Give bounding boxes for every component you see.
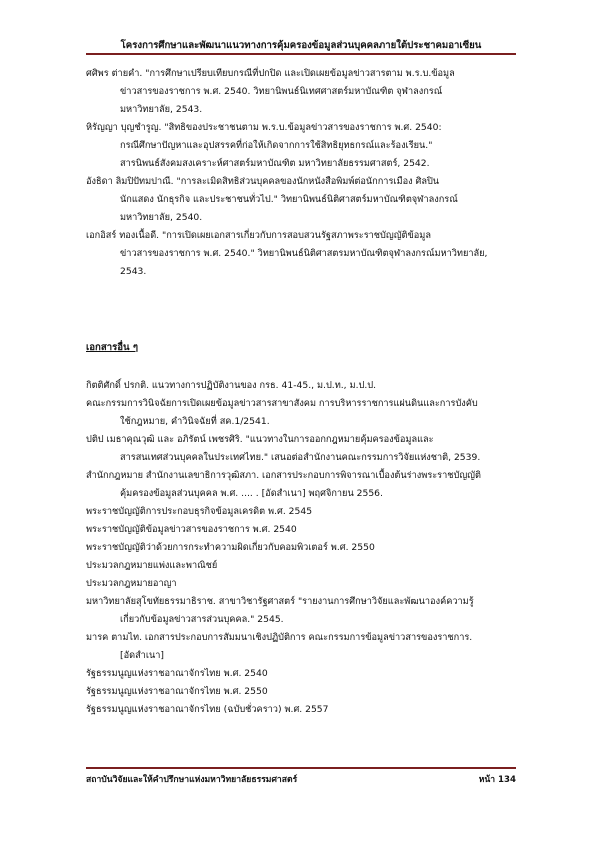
ref-line: 2543. [120,266,147,277]
header-rule [86,53,516,55]
ref-line: กรณีศึกษาปัญหาและอุปสรรคที่ก่อให้เกิดจากการใช้สิทธิยุทธกรณ์และร้องเรียน." [120,140,433,151]
doc-line: รัฐธรรมนูญแห่งราชอาณาจักรไทย (ฉบับชั่วคราว) พ.ศ. 2557 [86,704,329,715]
ref-line: ข่าวสารของราชการ พ.ศ. 2540. วิทยานิพนธ์นิเทศศาสตร์มหาบัณฑิต จุฬาลงกรณ์ [120,86,443,97]
doc-line: สารสนเทศส่วนบุคคลในประเทศไทย." เสนอต่อสำนักงานคณะกรรมการวิจัยแห่งชาติ, 2539. [120,452,481,463]
doc-line: พระราชบัญญัติข้อมูลข่าวสารของราชการ พ.ศ. 2540 [86,524,297,535]
doc-line: รัฐธรรมนูญแห่งราชอาณาจักรไทย พ.ศ. 2540 [86,668,268,679]
doc-line: คณะกรรมการวินิจฉัยการเปิดเผยข้อมูลข่าวสารสาขาสังคม การบริหารราชการแผ่นดินและการบังคับ [86,398,478,409]
doc-line: ประมวลกฎหมายแพ่งและพาณิชย์ [86,560,218,571]
ref-line: มหาวิทยาลัย, 2543. [120,104,203,115]
doc-line: ประมวลกฎหมายอาญา [86,578,177,589]
ref-line: มหาวิทยาลัย, 2540. [120,212,203,223]
doc-line: เกี่ยวกับข้อมูลข่าวสารส่วนบุคคล." 2545. [120,614,284,625]
page-header-title: โครงการศึกษาและพัฒนาแนวทางการคุ้มครองข้อมูลส่วนบุคคลภายใต้ประชาคมอาเซียน [120,40,482,51]
ref-line: ศศิพร ต่ายคำ. "การศึกษาเปรียบเทียบกรณีที่ปกปิด และเปิดเผยข้อมูลข่าวสารตาม พ.ร.บ.ข้อมูล [86,68,455,79]
ref-line: ข่าวสารของราชการ พ.ศ. 2540." วิทยานิพนธ์นิติศาสตรมหาบัณฑิตจุฬาลงกรณ์มหาวิทยาลัย, [120,248,488,259]
ref-line: อังธิดา ลิมปิปัทมปาณี. "การละเมิดสิทธิส่วนบุคคลของนักหนังสือพิมพ์ต่อนักการเมือง ศิลปิน [86,176,440,187]
doc-line: คุ้มครองข้อมูลส่วนบุคคล พ.ศ. .... . [อัดสำเนา] พฤศจิกายน 2556. [120,488,383,499]
doc-line: กิตติศักดิ์ ปรกติ. แนวทางการปฏิบัติงานของ กรธ. 41-45., ม.ป.ท., ม.ป.ป. [86,380,376,391]
doc-line: พระราชบัญญัติการประกอบธุรกิจข้อมูลเครดิต พ.ศ. 2545 [86,506,313,517]
ref-line: นักแสดง นักธุรกิจ และประชาชนทั่วไป." วิทยานิพนธ์นิติศาสตร์มหาบัณฑิตจุฬาลงกรณ์ [120,194,458,205]
ref-line: หิรัญญา บุญชำรูญ. "สิทธิของประชาชนตาม พ.ร.บ.ข้อมูลข่าวสารของราชการ พ.ศ. 2540: [86,122,442,133]
ref-line: สารนิพนธ์สังคมสงเคราะห์ศาสตร์มหาบัณฑิต มหาวิทยาลัยธรรมศาสตร์, 2542. [120,158,430,169]
section-heading-other-documents: เอกสารอื่น ๆ [86,342,139,353]
doc-line: พระราชบัญญัติว่าด้วยการกระทำความผิดเกี่ยวกับคอมพิวเตอร์ พ.ศ. 2550 [86,542,375,553]
footer-rule [86,767,516,769]
page-number: หน้า 134 [478,775,516,785]
doc-line: มารค ตามไท. เอกสารประกอบการสัมมนาเชิงปฏิบัติการ คณะกรรมการข้อมูลข่าวสารของราชการ. [86,632,473,643]
doc-line: ใช้กฎหมาย, คำวินิจฉัยที่ สค.1/2541. [120,416,270,427]
doc-line: มหาวิทยาลัยสุโขทัยธรรมาธิราช. สาขาวิชารัฐศาสตร์ "รายงานการศึกษาวิจัยและพัฒนาองค์ความรู้ [86,596,474,607]
doc-line: สำนักกฎหมาย สำนักงานเลขาธิการวุฒิสภา. เอกสารประกอบการพิจารณาเบื้องต้นร่างพระราชบัญญัติ [86,470,481,481]
footer-institute: สถาบันวิจัยและให้คำปรึกษาแห่งมหาวิทยาลัยธรรมศาสตร์ [86,775,298,785]
ref-line: เอกอิสร์ ทองเนื้อดี. "การเปิดเผยเอกสารเกี่ยวกับการสอบสวนรัฐสภาพระราชบัญญัติข้อมูล [86,230,431,241]
doc-line: ปติป เมธาคุณวุฒิ และ อภิรัตน์ เพชรศิริ. "แนวทางในการออกกฎหมายคุ้มครองข้อมูลและ [86,434,434,445]
doc-line: รัฐธรรมนูญแห่งราชอาณาจักรไทย พ.ศ. 2550 [86,686,268,697]
doc-line: [อัดสำเนา] [120,650,164,661]
